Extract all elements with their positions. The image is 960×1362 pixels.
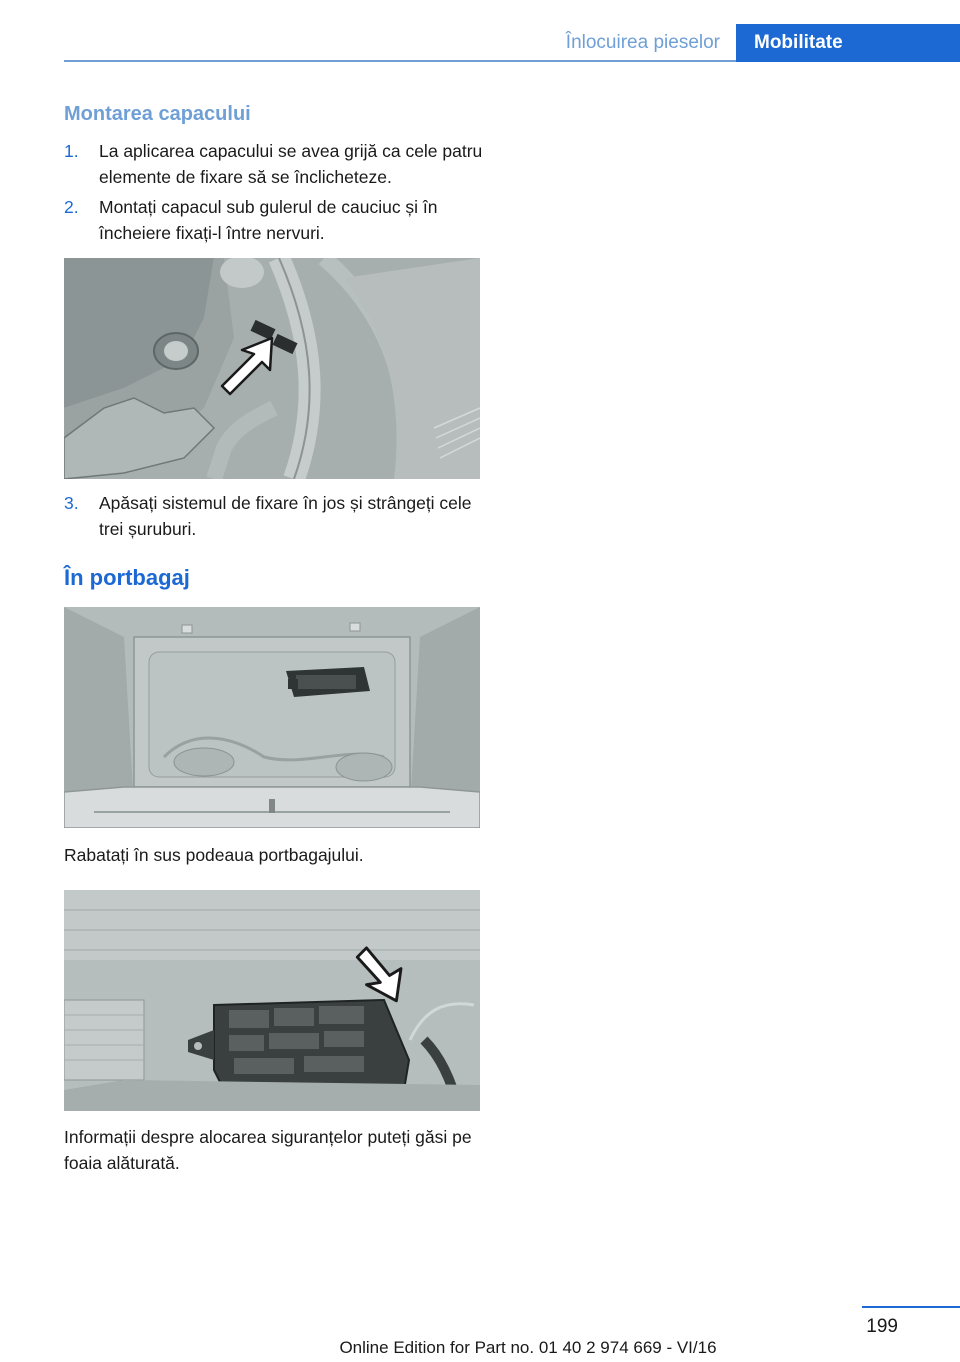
figure-fuse-box	[64, 890, 480, 1111]
step-number: 1.	[64, 141, 79, 161]
figure-cover-clip	[64, 258, 480, 479]
text-fuse-allocation: Informații despre alocarea siguranțelor puteți găsi pe foaia alăturată.	[64, 1127, 472, 1173]
header-section-title: Înlocuirea pieselor	[565, 32, 720, 53]
text-flip-floor: Rabatați în sus podeaua portbagajului.	[64, 845, 364, 865]
step-number: 3.	[64, 493, 79, 513]
step-text: La aplicarea capacului se avea grijă ca cele patru elemente de fixare să se înclicheteze.	[99, 141, 483, 187]
subheading-mounting-cover: Montarea capacului	[64, 103, 251, 125]
page-number: 199	[866, 1316, 898, 1337]
step-text: Montați capacul sub gulerul de cauciuc și în încheiere fixați-l între nervuri.	[99, 197, 438, 243]
heading-in-trunk: În portbagaj	[64, 565, 190, 590]
step-number: 2.	[64, 197, 79, 217]
step-text: Apăsați sistemul de fixare în jos și strângeți cele trei șuruburi.	[99, 493, 472, 539]
step-2	[64, 194, 484, 246]
figure-trunk-floor	[64, 607, 480, 828]
header-chapter-tab: Mobilitate	[736, 24, 960, 62]
footer-edition: Online Edition for Part no. 01 40 2 974 669 - VI/16	[339, 1338, 717, 1357]
step-1	[64, 138, 484, 190]
step-3	[64, 490, 484, 542]
page-number-rule	[862, 1306, 960, 1308]
